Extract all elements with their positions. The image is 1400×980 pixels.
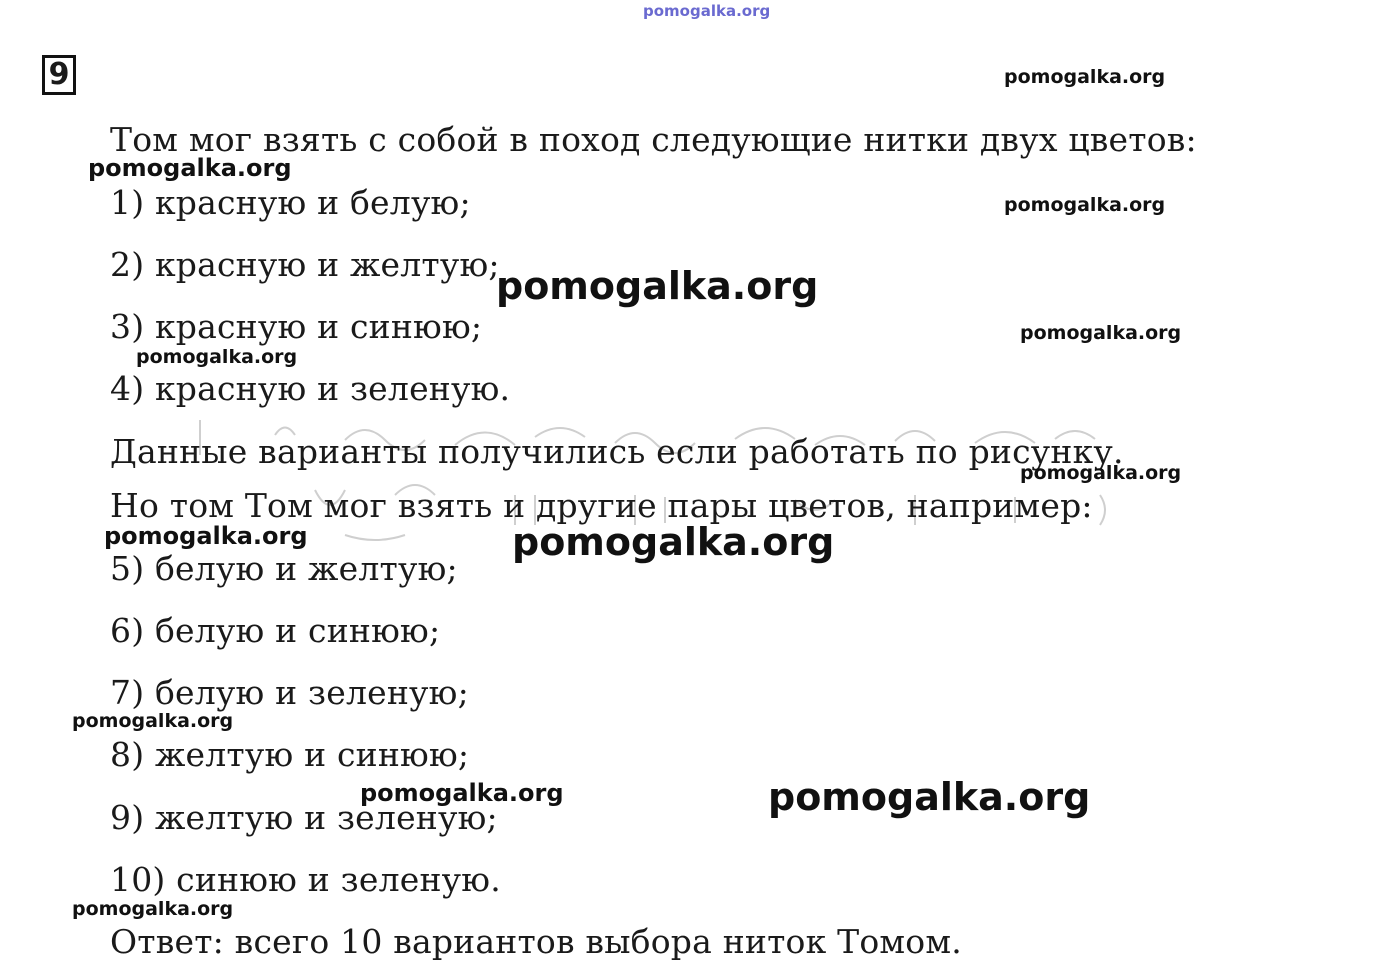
list-item: 9) желтую и зеленую; (110, 798, 498, 837)
watermark: pomogalka.org (496, 264, 819, 308)
watermark: pomogalka.org (88, 154, 292, 182)
list-item: 7) белую и зеленую; (110, 673, 469, 712)
list-item: 4) красную и зеленую. (110, 369, 511, 408)
watermark: pomogalka.org (360, 779, 564, 807)
list-item: 2) красную и желтую; (110, 245, 500, 284)
list-item: 5) белую и желтую; (110, 549, 458, 588)
watermark-top: pomogalka.org (643, 2, 771, 20)
watermark: pomogalka.org (1020, 462, 1182, 484)
answer-line: Ответ: всего 10 вариантов выбора ниток Томом. (110, 922, 962, 961)
list-item: 6) белую и синюю; (110, 611, 441, 650)
watermark: pomogalka.org (768, 775, 1091, 819)
watermark: pomogalka.org (72, 898, 234, 920)
list-item: 3) красную и синюю; (110, 307, 483, 346)
text-line-note: Но том Том мог взять и другие пары цветов, например: (110, 486, 1093, 525)
watermark: pomogalka.org (1004, 194, 1166, 216)
list-item: 8) желтую и синюю; (110, 735, 470, 774)
watermark: pomogalka.org (1004, 66, 1166, 88)
watermark: pomogalka.org (512, 520, 835, 564)
text-line-intro: Том мог взять с собой в поход следующие нитки двух цветов: (110, 120, 1197, 159)
watermark: pomogalka.org (1020, 322, 1182, 344)
list-item: 1) красную и белую; (110, 183, 471, 222)
watermark: pomogalka.org (104, 522, 308, 550)
list-item: 10) синюю и зеленую. (110, 860, 501, 899)
watermark: pomogalka.org (72, 710, 234, 732)
problem-number: 9 (42, 55, 76, 95)
watermark: pomogalka.org (136, 346, 298, 368)
text-line-note: Данные варианты получились если работать по рисунку. (110, 432, 1124, 471)
